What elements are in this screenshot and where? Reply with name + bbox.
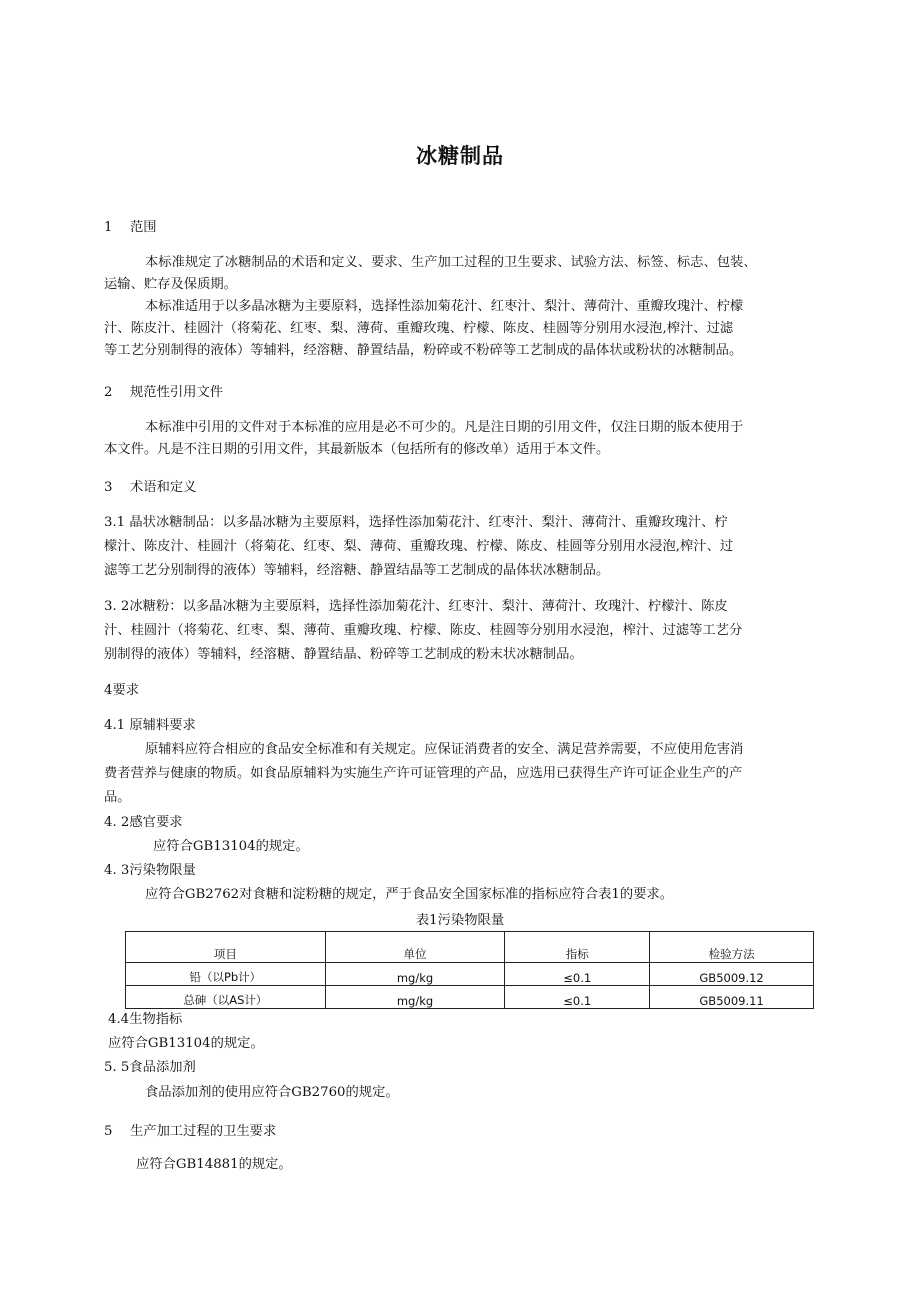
table-cell: 总砷（以AS计） <box>126 986 326 1009</box>
table-cell: ≤0.1 <box>505 986 650 1009</box>
s1-p1-line2: 运输、贮存及保质期。 <box>104 277 237 292</box>
table-header-row <box>126 932 814 963</box>
document-title: 冰糖制品 <box>416 144 504 168</box>
table-cell: GB5009.12 <box>650 963 814 986</box>
section-2-heading: 2 规范性引用文件 <box>104 385 224 400</box>
table-1-caption: 表1污染物限量 <box>415 913 505 928</box>
s3-d1-line2: 檬汁、陈皮汁、桂圆汁（将菊花、红枣、梨、薄荷、重瓣玫瑰、柠檬、陈皮、桂圆等分别用水浸泡,榨汁、过 <box>104 539 734 554</box>
s1-p2-line1: 本标准适用于以多晶冰糖为主要原料，选择性添加菊花汁、红枣汁、梨汁、薄荷汁、重瓣玫瑰汁、柠檬 <box>145 299 744 314</box>
s1-p2-line3: 等工艺分别制得的液体）等辅料，经溶糖、静置结晶，粉碎或不粉碎等工艺制成的晶体状或粉状的冰糖制品。 <box>104 343 743 358</box>
section-5-heading: 5 生产加工过程的卫生要求 <box>104 1124 277 1139</box>
table-cell: mg/kg <box>325 986 505 1009</box>
section-4-2-heading: 4. 2感官要求 <box>104 815 183 830</box>
s44-p: 应符合GB13104的规定。 <box>108 1036 264 1051</box>
s2-p1-line2: 本文件。凡是不注日期的引用文件，其最新版本（包括所有的修改单）适用于本文件。 <box>104 442 610 457</box>
section-4-heading: 4要求 <box>104 683 140 698</box>
s41-p-line1: 原辅料应符合相应的食品安全标准和有关规定。应保证消费者的安全、满足营养需要，不应使用危害消 <box>145 742 744 757</box>
table-header-limit: 指标 <box>505 932 650 963</box>
section-3-heading: 3 术语和定义 <box>104 480 197 495</box>
table-cell: 铅（以Pb计） <box>126 963 326 986</box>
s41-p-line2: 费者营养与健康的物质。如食品原辅料为实施生产许可证管理的产品，应选用已获得生产许可证企业生产的产 <box>104 766 743 781</box>
s2-p1-line1: 本标准中引用的文件对于本标准的应用是必不可少的。凡是注日期的引用文件，仅注日期的版本使用于 <box>145 420 744 435</box>
s41-p-line3: 品。 <box>104 790 131 805</box>
s45-p: 食品添加剂的使用应符合GB2760的规定。 <box>145 1085 399 1100</box>
s1-p1-line1: 本标准规定了冰糖制品的术语和定义、要求、生产加工过程的卫生要求、试验方法、标签、标志、包装、 <box>145 255 757 270</box>
s5-p: 应符合GB14881的规定。 <box>136 1157 292 1172</box>
s3-d2-line2: 汁、桂圆汁（将菊花、红枣、梨、薄荷、重瓣玫瑰、柠檬、陈皮、桂圆等分别用水浸泡，榨汁、过滤等工艺分 <box>104 623 743 638</box>
section-1-heading: 1 范围 <box>104 220 157 235</box>
section-4-3-heading: 4. 3污染物限量 <box>104 863 196 878</box>
s3-d1-line1: 3.1 晶状冰糖制品：以多晶冰糖为主要原料，选择性添加菊花汁、红枣汁、梨汁、薄荷汁、重瓣玫瑰汁、柠 <box>104 515 728 530</box>
s43-p: 应符合GB2762对食糖和淀粉糖的规定，严于食品安全国家标准的指标应符合表1的要求。 <box>145 887 674 902</box>
s3-d1-line3: 滤等工艺分别制得的液体）等辅料，经溶糖、静置结晶等工艺制成的晶体状冰糖制品。 <box>104 563 610 578</box>
s1-p2-line2: 汁、陈皮汁、桂圆汁（将菊花、红枣、梨、薄荷、重瓣玫瑰、柠檬、陈皮、桂圆等分别用水浸泡,榨汁、过滤 <box>104 321 734 336</box>
s3-d2-line3: 别制得的液体）等辅料，经溶糖、静置结晶、粉碎等工艺制成的粉末状冰糖制品。 <box>104 647 583 662</box>
table-row <box>126 963 814 986</box>
section-4-4-heading: 4.4生物指标 <box>108 1012 183 1027</box>
s42-p: 应符合GB13104的规定。 <box>153 839 309 854</box>
table-row <box>126 986 814 1009</box>
pollutant-limit-table <box>125 931 814 1009</box>
section-4-5-heading: 5. 5食品添加剂 <box>104 1060 196 1075</box>
table-cell: ≤0.1 <box>505 963 650 986</box>
section-4-1-heading: 4.1 原辅料要求 <box>104 718 196 733</box>
s3-d2-line1: 3. 2冰糖粉：以多晶冰糖为主要原料，选择性添加菊花汁、红枣汁、梨汁、薄荷汁、玫瑰汁、柠檬汁、陈皮 <box>104 599 728 614</box>
table-header-item: 项目 <box>126 932 326 963</box>
table-header-method: 检验方法 <box>650 932 814 963</box>
table-cell: GB5009.11 <box>650 986 814 1009</box>
table-header-unit: 单位 <box>325 932 505 963</box>
table-cell: mg/kg <box>325 963 505 986</box>
